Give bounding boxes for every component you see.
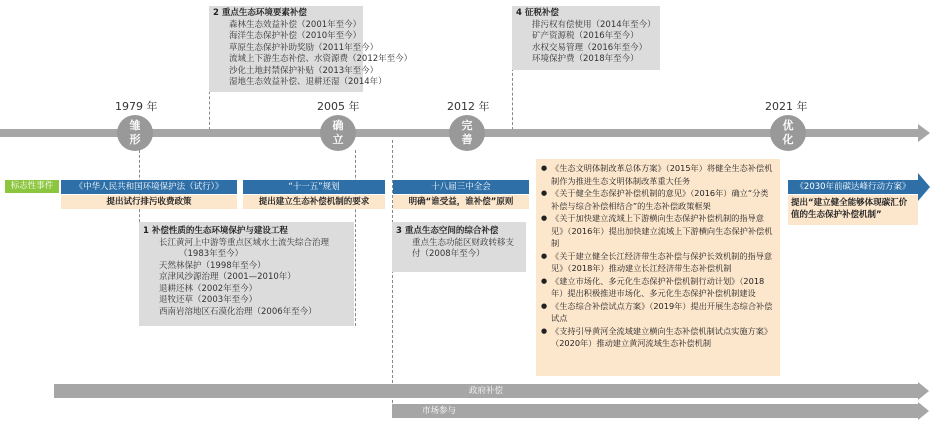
box-item: 流域上下游生态补偿、水资源费（2012年至今） [229,54,413,64]
box-item: 京津风沙源治理（2001—2010年） [159,272,296,282]
box-item: 海洋生态保护补偿（2010年至今） [229,31,362,41]
event-desc: 明确“谁受益，谁补偿”原则 [393,195,529,209]
list-item: ● 《关于健全生态保护补偿机制的意见》（2016年）确立“分类补偿与综合补偿相结合”的生态补偿政策框架 [541,187,775,212]
list-item: ● 《建立市场化、多元化生态保护补偿机制行动计划》（2018年）提出积极推进市场化、多元化生态保护补偿机制建设 [541,275,775,300]
box-title: 1 补偿性质的生态环境保护与建设工程 [143,226,288,236]
event-title: 《2030年前碳达峰行动方案》 [788,180,918,194]
box-title: 4 征税补偿 [516,8,559,18]
box-item: 沙化土地封禁保护补贴（2013年至今） [229,65,379,76]
connector-line [355,150,356,326]
box-title: 3 重点生态空间的综合补偿 [396,226,499,236]
year-label: 2021 年 [765,100,808,113]
event-desc: 提出建立生态补偿机制的要求 [243,195,385,209]
box-item: 西南岩溶地区石漠化治理（2006年至今） [159,306,317,317]
box-item: 排污权有偿使用（2014年至今） [532,19,656,30]
list-item: ● 《关于建立健全长江经济带生态补偿与保护长效机制的指导意见》（2018年）推动建立长江经济带生态补偿机制 [541,250,775,275]
list-item: ● 《生态综合补偿试点方案》（2019年）提出开展生态综合补偿试点 [541,300,775,325]
box-ecological-space [392,222,526,272]
footer-label: 政府补偿 [468,386,503,396]
box-item: 水权交易管理（2016年至今） [532,42,648,53]
stage-label: 完善 [461,119,473,146]
box-item: 退耕还林（2002年至今） [159,283,258,294]
box-item: 森林生态效益补偿（2001年至今） [229,19,362,30]
box-title: 2 重点生态环境要素补偿 [213,8,307,18]
market-participation-bar [392,404,918,418]
connector-line [512,68,513,130]
box-key-element-compensation [209,6,413,92]
box-engineering-projects [139,222,354,326]
list-item: ● 《关于加快建立流域上下游横向生态保护补偿机制的指导意见》（2016年）提出加快建立流域上下游横向生态保护补偿机制 [541,212,775,250]
event-title: 《中华人民共和国环境保护法（试行）》 [61,180,237,194]
year-label: 2012 年 [447,100,490,113]
stage-circle [117,115,153,151]
footer-arrow [918,382,929,400]
year-label: 1979 年 [115,100,158,113]
footer-arrow [918,402,929,420]
stage-circle [320,115,356,151]
box-item: 草原生态保护补助奖励（2011年至今） [229,42,379,53]
connector-line [209,86,210,130]
box-item: 付（2008年至今） [412,249,485,259]
box-item: 长江黄河上中游等重点区域水土流失综合治理 [159,237,330,248]
box-item: 环境保护费（2018年至今） [532,54,639,64]
year-label: 2005 年 [317,100,360,113]
footer-label: 市场参与 [422,406,457,416]
event-desc: 提出试行排污收费政策 [61,195,237,209]
stage-label: 雏形 [129,119,141,146]
stage-label: 优化 [782,119,794,146]
stage-label: 确立 [332,119,344,146]
box-item: 矿产资源税（2016年至今） [532,31,639,41]
box-item: 天然林保护（1998年至今） [159,260,266,271]
policy-list [536,159,780,376]
event-title: 十八届三中全会 [393,180,529,194]
event-desc: 提出“建立健全能够体现碳汇价值的生态保护补偿机制” [788,195,918,225]
list-item: ● 《生态文明体制改革总体方案》（2015年）将健全生态补偿机制作为推进生态文明体制改革重大任务 [541,162,775,187]
list-item: ● 《支持引导黄河全流域建立横向生态补偿机制试点实施方案》（2020年）推动建立黄河流域生态补偿机制 [541,325,775,350]
event-label: 标志性事件 [5,180,59,193]
box-tax-compensation [512,6,660,70]
box-item: （1983年至今） [179,249,244,259]
timeline-arrow [918,124,930,142]
box-item: 重点生态功能区财政转移支 [412,237,515,248]
government-compensation-bar [54,384,918,398]
event-arrow [918,173,930,201]
box-item: 退牧还草（2003年至今） [159,295,258,305]
event-title: “十一五”规划 [243,180,385,194]
stage-circle [770,115,806,151]
stage-circle [449,115,485,151]
box-item: 湿地生态效益补偿、退耕还湿（2014年） [229,77,387,87]
